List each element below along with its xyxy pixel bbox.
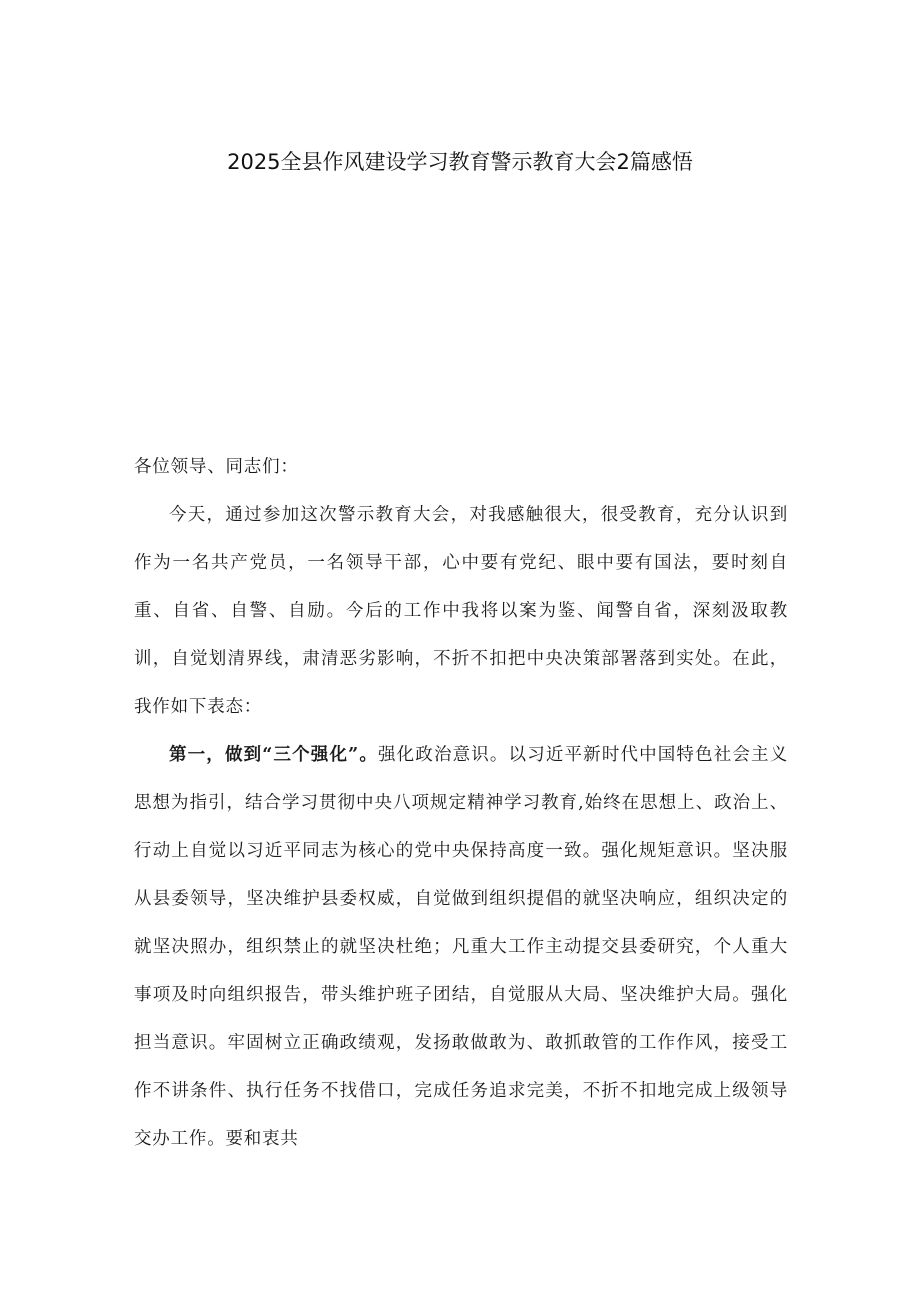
document-title: 2025全县作风建设学习教育警示教育大会2篇感悟 — [227, 150, 693, 174]
document-body — [134, 443, 788, 1163]
paragraph-2 — [134, 731, 788, 1163]
greeting-line: 各位领导、同志们： — [134, 457, 299, 477]
paragraph-text: 强化政治意识。以习近平新时代中国特色社会主义思想为指引，结合学习贯彻中央八项规定精神学习教育,始终在思想上、政治上、行动上自觉以习近平同志为核心的党中央保持高度一致。强化规矩意识。坚决服从县委领导，坚决维护县委权威，自觉做到组织提倡的就坚决响应，组织决定的就坚决照办，组织禁止的就坚决杜绝；凡重大工作主动提交县委研究，个人重大事项及时向组织报告，带头维护班子团结，自觉服从大局、坚决维护大局。强化担当意识。牢固树立正确政绩观，发扬敢做敢为、敢抓敢管的工作作风，接受工作不讲条件、执行任务不找借口，完成任务追求完美，不折不扣地完成上级领导交办工作。要和衷共 — [134, 745, 789, 1149]
paragraph-lead: 第一，做到“三个强化”。 — [169, 745, 378, 765]
paragraph-text: 今天，通过参加这次警示教育大会，对我感触很大，很受教育，充分认识到作为一名共产党员，一名领导干部，心中要有党纪、眼中要有国法，要时刻自重、自省、自警、自励。今后的工作中我将以案为鉴、闻警自省，深刻汲取教训，自觉划清界线，肃清恶劣影响，不折不扣把中央决策部署落到实处。在此，我作如下表态： — [134, 505, 788, 717]
paragraph-1 — [134, 491, 788, 731]
